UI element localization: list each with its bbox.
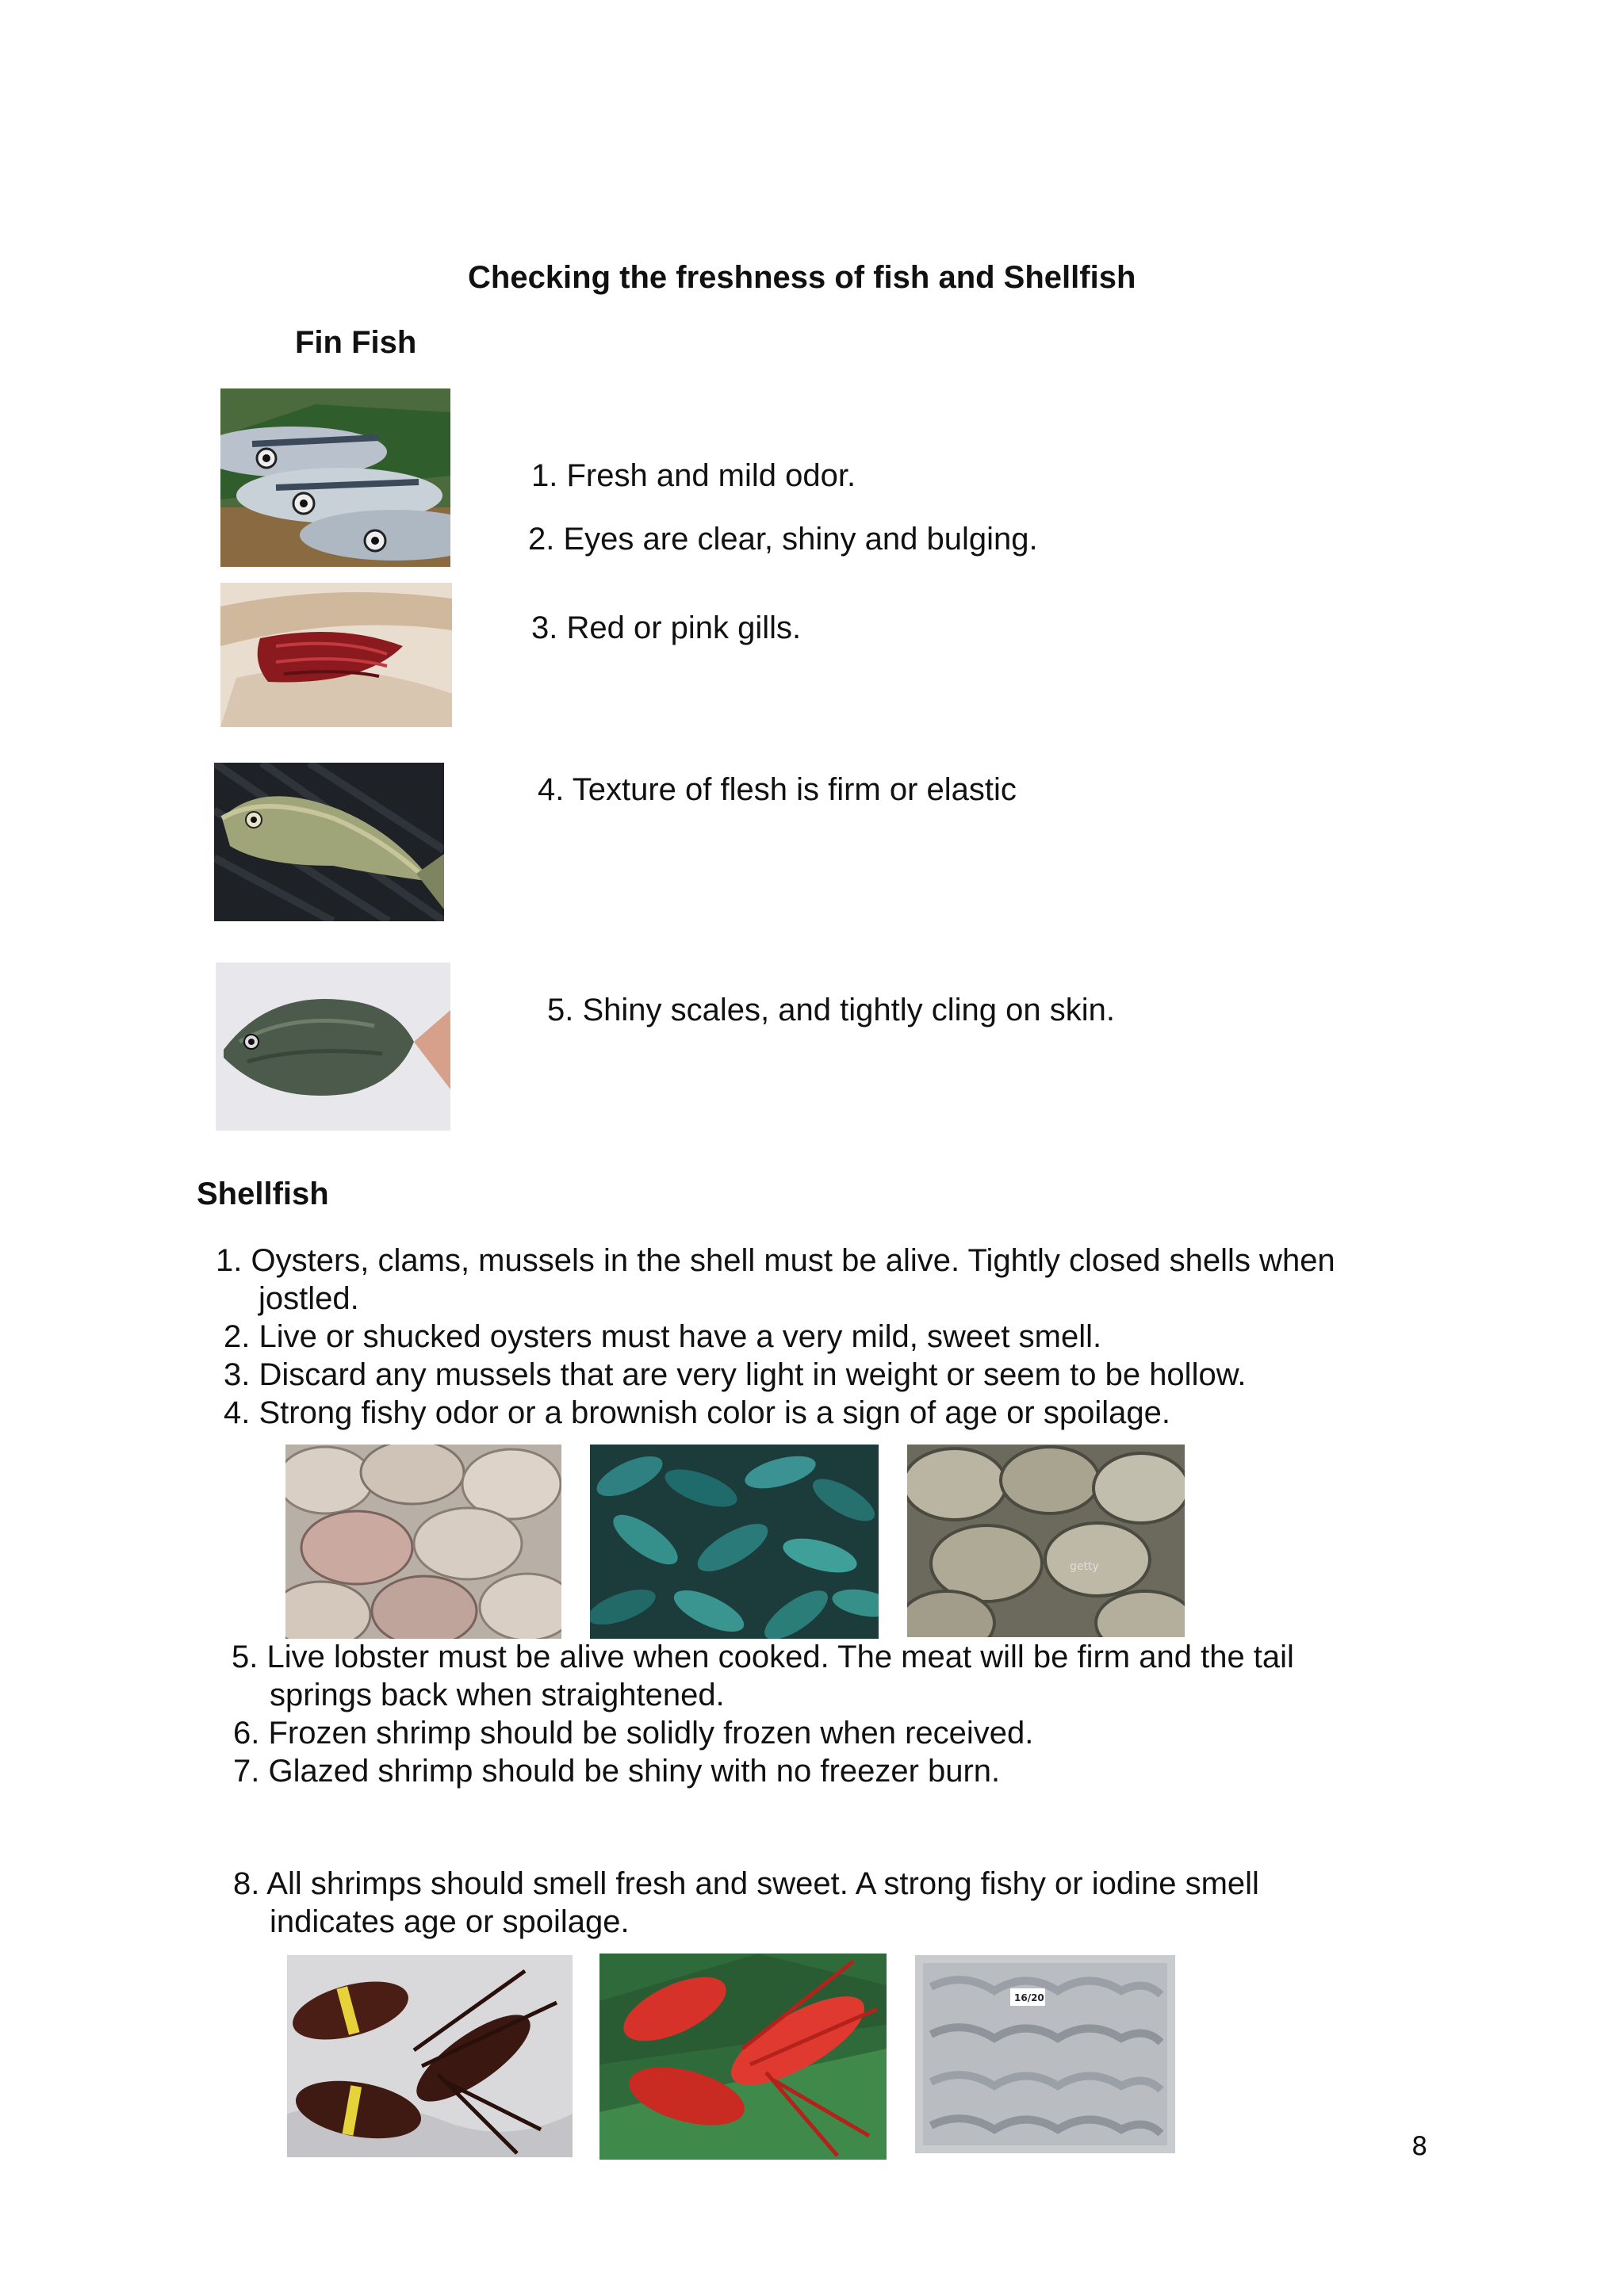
finfish-item-1: 1. Fresh and mild odor. [531,458,856,493]
green-fish-photo [214,763,444,921]
page-title: Checking the freshness of fish and Shellfish [468,260,1136,295]
shellfish-item-1: 1. Oysters, clams, mussels in the shell must be alive. Tightly closed shells when [216,1243,1335,1278]
frozen-shrimp-photo [915,1955,1175,2153]
finfish-item-3: 3. Red or pink gills. [531,610,802,645]
shellfish-item-3: 3. Discard any mussels that are very light in weight or seem to be hollow. [224,1357,1247,1392]
clams-photo [285,1445,561,1639]
live-lobster-photo [287,1955,573,2157]
mussels-photo [590,1445,879,1639]
shellfish-item-2: 2. Live or shucked oysters must have a very mild, sweet smell. [224,1319,1102,1354]
gills-photo [220,583,452,727]
shellfish-item-8-cont: indicates age or spoilage. [270,1904,630,1939]
tilapia-photo [216,962,450,1131]
finfish-item-2: 2. Eyes are clear, shiny and bulging. [528,522,1038,557]
finfish-heading: Fin Fish [295,325,417,360]
shellfish-item-6: 6. Frozen shrimp should be solidly frozen when received. [233,1716,1034,1751]
shellfish-heading: Shellfish [197,1177,329,1211]
cooked-lobster-photo [599,1954,887,2160]
finfish-item-5: 5. Shiny scales, and tightly cling on skin. [547,993,1115,1027]
shellfish-item-1-cont: jostled. [259,1281,359,1316]
shrimp-label: 16/20 [1014,1992,1044,2003]
shellfish-item-5: 5. Live lobster must be alive when cooked. The meat will be firm and the tail [232,1640,1294,1674]
finfish-item-4: 4. Texture of flesh is firm or elastic [538,772,1017,807]
oysters-watermark: getty [1070,1560,1099,1573]
page-number: 8 [1411,2131,1428,2161]
mackerel-photo [220,388,450,567]
oysters-photo [907,1445,1185,1637]
shellfish-item-8: 8. All shrimps should smell fresh and sweet. A strong fishy or iodine smell [233,1866,1259,1901]
shellfish-item-4: 4. Strong fishy odor or a brownish color is a sign of age or spoilage. [224,1395,1170,1430]
shellfish-item-5-cont: springs back when straightened. [270,1678,725,1712]
shellfish-item-7: 7. Glazed shrimp should be shiny with no freezer burn. [233,1754,1001,1789]
